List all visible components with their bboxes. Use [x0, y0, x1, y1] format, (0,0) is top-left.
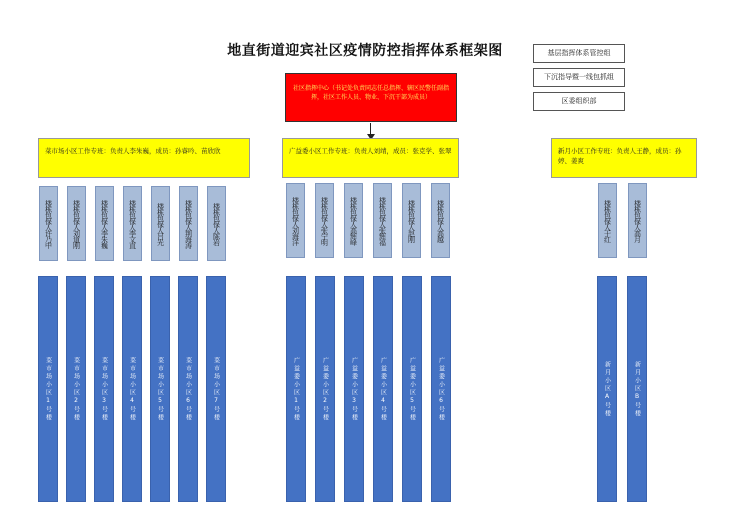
chart-title: 地直街道迎宾社区疫情防控指挥体系框架图	[227, 43, 503, 59]
building-unit-bar: 广益委小区4号楼	[373, 276, 393, 502]
building-guard-box: 楼栋包保人高越	[431, 183, 450, 258]
command-center-box: 社区指挥中心（书记处负责同志任总指挥、辖区民警任副指挥，社区工作人员、物业、下沉干部为成员）	[285, 73, 457, 122]
building-guard-box: 楼栋包保人刘道刚	[67, 186, 86, 261]
building-unit-bar: 广益委小区5号楼	[402, 276, 422, 502]
legend-item-control-group: 基层指挥体系管控组	[533, 44, 625, 63]
building-unit-bar: 菜市场小区3号楼	[94, 276, 114, 502]
building-guard-box: 楼栋包保人于红	[598, 183, 617, 258]
building-guard-box: 楼栋包保人荆海涛	[179, 186, 198, 261]
group-3-leader-box: 新月小区工作专班：负责人王静，成员：孙婷、姜爽	[551, 138, 697, 178]
building-unit-bar: 新月小区A号楼	[597, 276, 617, 502]
building-guard-box: 楼栋包保人李朱巍	[95, 186, 114, 261]
group-1-leader-box: 菜市场小区工作专班：负责人李朱巍，成员：孙睿吟、苗欣欣	[38, 138, 250, 178]
building-unit-bar: 菜市场小区1号楼	[38, 276, 58, 502]
building-unit-bar: 广益委小区1号楼	[286, 276, 306, 502]
building-unit-bar: 菜市场小区4号楼	[122, 276, 142, 502]
building-unit-bar: 菜市场小区5号楼	[150, 276, 170, 502]
building-guard-box: 楼栋包保人张辉福	[373, 183, 392, 258]
building-guard-box: 楼栋包保人吕光	[151, 186, 170, 261]
building-unit-bar: 广益委小区6号楼	[431, 276, 451, 502]
building-unit-bar: 广益委小区2号楼	[315, 276, 335, 502]
building-guard-box: 楼栋包保人陈岩	[207, 186, 226, 261]
building-guard-box: 楼栋包保人高月	[628, 183, 647, 258]
building-guard-box: 楼栋包保人许乃中	[39, 186, 58, 261]
building-guard-box: 楼栋包保人刘海洋	[286, 183, 305, 258]
building-guard-box: 楼栋包保人张宁明	[315, 183, 334, 258]
building-unit-bar: 菜市场小区6号楼	[178, 276, 198, 502]
building-unit-bar: 广益委小区3号楼	[344, 276, 364, 502]
building-guard-box: 楼栋包保人赵刚	[402, 183, 421, 258]
legend-item-district-org: 区委组织部	[533, 92, 625, 111]
building-guard-box: 楼栋包保人李文直	[123, 186, 142, 261]
building-guard-box: 楼栋包保人高辉峰	[344, 183, 363, 258]
building-unit-bar: 新月小区B号楼	[627, 276, 647, 502]
building-unit-bar: 菜市场小区2号楼	[66, 276, 86, 502]
building-unit-bar: 菜市场小区7号楼	[206, 276, 226, 502]
group-2-leader-box: 广益委小区工作专班：负责人刘靖，成员：张克学、张翠	[282, 138, 459, 178]
legend-item-frontline-group: 下沉指导暨一线包抓组	[533, 68, 625, 87]
